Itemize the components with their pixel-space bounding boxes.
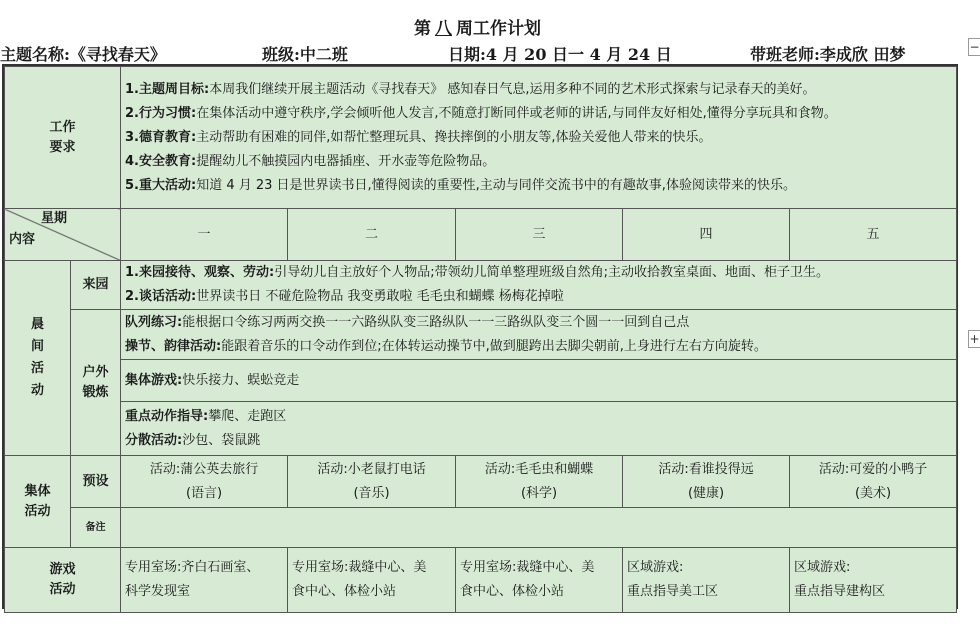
activity-wed: 活动:毛毛虫和蝴蝶 (科学) — [456, 456, 623, 508]
class-name: 班级:中二班 — [262, 45, 348, 64]
requirements-row — [5, 67, 957, 209]
header-bar — [0, 42, 955, 64]
requirement-item: 5.重大活动:知道 4 月 23 日是世界读书日,懂得阅读的重要性,主动与同伴交流书中的有趣故事,体验阅读带来的快乐。 — [125, 177, 796, 193]
outdoor-drill-row — [5, 310, 957, 360]
games-row — [5, 548, 957, 613]
requirement-item: 1.主题周目标:本周我们继续开展主题活动《寻找春天》 感知春日气息,运用多种不同的艺术形式探索与记录春天的美好。 — [125, 81, 816, 97]
outdoor-label: 户外 锻炼 — [71, 310, 121, 456]
outdoor-drill-content: 队列练习:能根据口令练习两两交换一一六路纵队变三路纵队一一三路纵队变三个圆一一回到自己点 操节、韵律活动:能跟着音乐的口令动作到位;在体转运动操节中,做到腿跨出去脚尖朝前,上身进行左右方向旋转。 — [121, 310, 957, 360]
notes-content — [121, 508, 957, 548]
games-wed: 专用室场:裁缝中心、美 食中心、体检小站 — [456, 548, 623, 613]
preset-label: 预设 — [71, 456, 121, 508]
requirements-content — [121, 67, 957, 209]
games-thu: 区域游戏: 重点指导美工区 — [623, 548, 790, 613]
week-number: 八 — [435, 19, 452, 39]
requirement-item: 2.行为习惯:在集体活动中遵守秩序,学会倾听他人发言,不随意打断同伴或老师的讲话,与同伴友好相处,懂得分享玩具和食物。 — [125, 105, 837, 121]
day-header-tue: 二 — [288, 209, 456, 261]
arrival-label: 来园 — [71, 261, 121, 310]
teachers: 带班老师:李成欣 田梦 — [750, 45, 906, 64]
games-fri: 区域游戏: 重点指导建构区 — [790, 548, 957, 613]
days-header-row — [5, 209, 957, 261]
activity-fri: 活动:可爱的小鸭子 (美术) — [790, 456, 957, 508]
day-header-fri: 五 — [790, 209, 957, 261]
notes-row — [5, 508, 957, 548]
key-movement-row — [5, 402, 957, 456]
requirement-item: 3.德育教育:主动帮助有困难的同伴,如帮忙整理玩具、搀扶摔倒的小朋友等,体验关爱他人带来的快乐。 — [125, 129, 712, 145]
page-title — [0, 14, 955, 39]
activity-tue: 活动:小老鼠打电话 (音乐) — [288, 456, 456, 508]
activity-mon: 活动:蒲公英去旅行 (语言) — [121, 456, 288, 508]
games-mon: 专用室场:齐白石画室、 科学发现室 — [121, 548, 288, 613]
notes-label: 备注 — [71, 508, 121, 548]
games-label: 游戏 活动 — [5, 548, 121, 613]
expand-button[interactable]: + — [969, 332, 980, 346]
preset-row — [5, 456, 957, 508]
group-game-row — [5, 360, 957, 402]
title-prefix: 第 — [414, 19, 431, 39]
day-header-wed: 三 — [456, 209, 623, 261]
arrival-row — [5, 261, 957, 310]
corner-diagonal-cell — [5, 209, 121, 261]
title-suffix: 周工作计划 — [456, 19, 541, 39]
theme-name: 主题名称:《寻找春天》 — [0, 45, 166, 64]
key-movement-content: 重点动作指导:攀爬、走跑区 分散活动:沙包、袋鼠跳 — [121, 402, 957, 456]
day-header-thu: 四 — [623, 209, 790, 261]
morning-label: 晨间活动 — [5, 261, 71, 456]
group-game-content: 集体游戏:快乐接力、蜈蚣竞走 — [121, 360, 957, 402]
requirements-label: 工作 要求 — [5, 67, 121, 209]
games-tue: 专用室场:裁缝中心、美 食中心、体检小站 — [288, 548, 456, 613]
arrival-content: 1.来园接待、观察、劳动:引导幼儿自主放好个人物品;带领幼儿简单整理班级自然角;主动收拾教室桌面、地面、柜子卫生。 2.谈话活动:世界读书日 不碰危险物品 我变勇敢啦 毛毛虫和蝴蝶 杨梅花掉啦 — [121, 261, 957, 310]
activity-thu: 活动:看谁投得远 (健康) — [623, 456, 790, 508]
corner-weekday-label: 星期 — [41, 211, 68, 226]
requirement-item: 4.安全教育:提醒幼儿不触摸园内电器插座、开水壶等危险物品。 — [125, 153, 496, 169]
corner-content-label: 内容 — [9, 232, 36, 247]
group-activity-label: 集体 活动 — [5, 456, 71, 548]
day-header-mon: 一 — [121, 209, 288, 261]
date-range: 日期:4 月 20 日一 4 月 24 日 — [448, 45, 672, 64]
plan-table-frame — [2, 64, 958, 609]
collapse-button[interactable]: − — [969, 40, 980, 54]
plan-table — [4, 66, 957, 613]
